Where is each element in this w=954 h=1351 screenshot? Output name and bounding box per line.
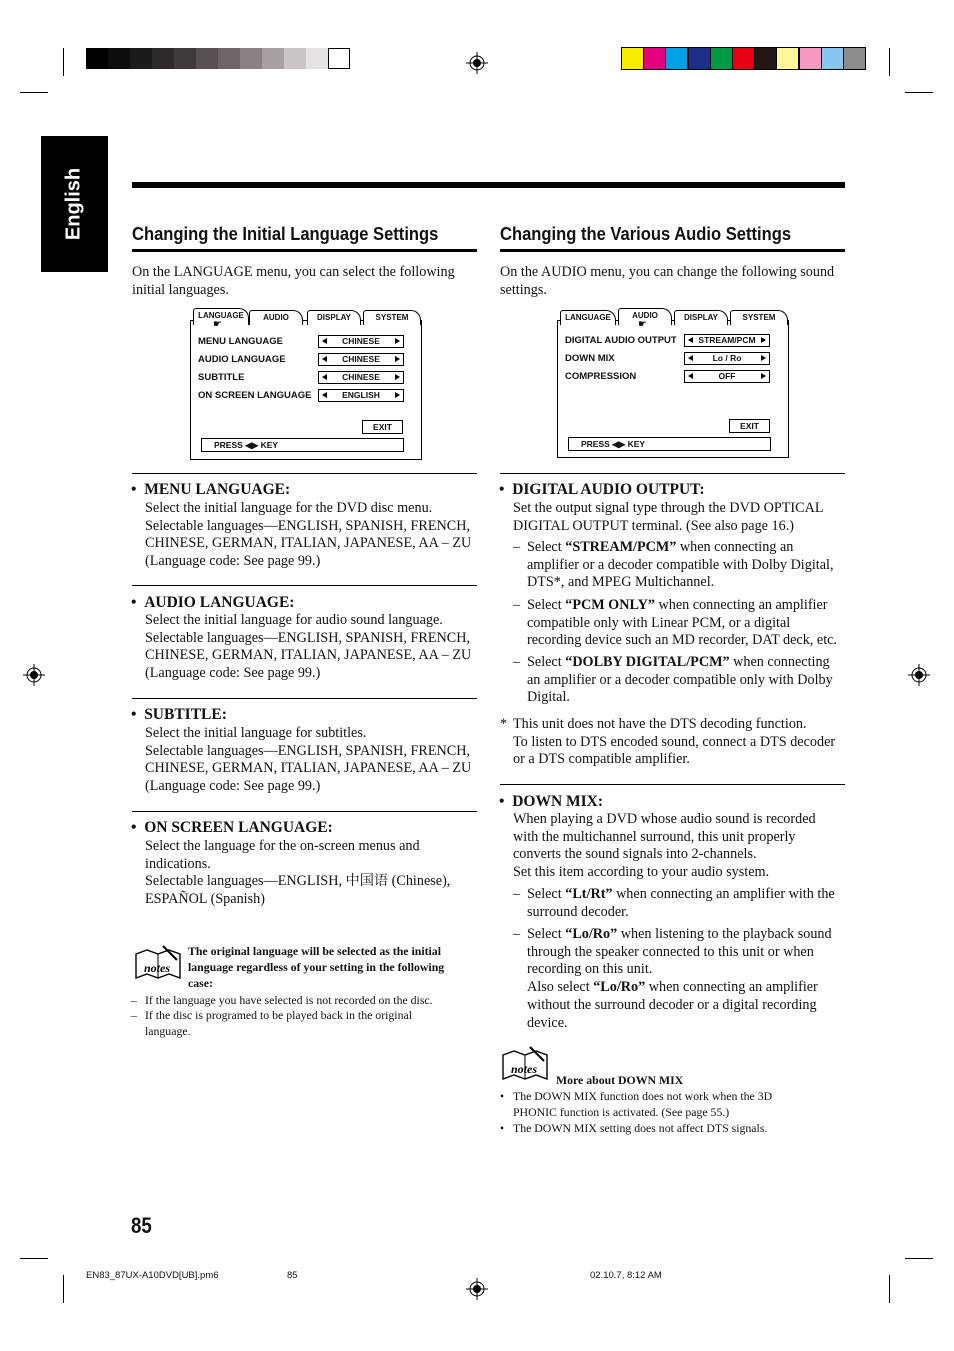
page-number: 85 <box>131 1213 152 1238</box>
crop-mark <box>905 92 933 93</box>
on-screen-language-selector[interactable]: ENGLISH <box>318 389 404 402</box>
audio-menu-screen <box>557 311 789 458</box>
down-mix-selector[interactable]: Lo / Ro <box>684 352 770 365</box>
menu-row-label: COMPRESSION <box>565 371 637 382</box>
menu-row-label: DOWN MIX <box>565 353 615 364</box>
color-swatch <box>622 48 643 69</box>
gray-swatch <box>284 48 306 69</box>
right-arrow-icon[interactable] <box>395 356 400 362</box>
compression-selector[interactable]: OFF <box>684 370 770 383</box>
gray-swatch <box>328 48 350 69</box>
gray-swatch <box>174 48 196 69</box>
menu-row-label: AUDIO LANGUAGE <box>198 354 286 365</box>
dao-option: – Select “DOLBY DIGITAL/PCM” when connecting an amplifier or a decoder compatible only with Dolby Digital. <box>513 654 833 706</box>
color-swatch <box>733 48 754 69</box>
left-arrow-icon[interactable] <box>688 373 693 379</box>
crop-mark <box>20 1258 48 1259</box>
crop-mark <box>905 1258 933 1259</box>
color-swatch <box>666 48 687 69</box>
language-menu-screen <box>190 311 422 460</box>
registration-mark-icon <box>466 1278 488 1300</box>
right-notes-item: • The DOWN MIX setting does not affect DTS signals. <box>500 1121 768 1135</box>
left-arrow-icon[interactable] <box>688 337 693 343</box>
menu-language-text: Select the initial language for the DVD disc menu. Selectable languages—ENGLISH, SPANISH, FRENCH, CHINESE, GERMAN, ITALIAN, JAPANESE, AA – ZU (Language code: See page 99.) <box>145 500 472 569</box>
footer-date: 02.10.7, 8:12 AM <box>590 1270 662 1281</box>
left-intro: On the LANGUAGE menu, you can select the following initial languages. <box>132 264 455 298</box>
tab-system[interactable]: SYSTEM <box>730 310 788 325</box>
color-swatch <box>711 48 732 69</box>
gray-swatch <box>152 48 174 69</box>
left-arrow-icon[interactable] <box>322 338 327 344</box>
audio-language-text: Select the initial language for audio sound language. Selectable languages—ENGLISH, SPANISH, FRENCH, CHINESE, GERMAN, ITALIAN, JAPANESE, AA – ZU (Language code: See page 99.) <box>145 612 472 681</box>
right-notes-item: • The DOWN MIX function does not work when the 3D PHONIC function is activated. (See page 55.) <box>500 1089 773 1119</box>
tab-audio[interactable]: AUDIO <box>618 308 672 325</box>
crop-mark <box>889 48 890 76</box>
menu-row-label: SUBTITLE <box>198 372 245 383</box>
tab-system[interactable]: SYSTEM <box>363 310 421 325</box>
right-arrow-icon[interactable] <box>761 373 766 379</box>
notes-icon <box>500 1045 550 1083</box>
menu-row-label: ON SCREEN LANGUAGE <box>198 390 312 401</box>
press-key-bar: PRESS ◀▶ KEY <box>568 437 771 451</box>
left-notes-text: The original language will be selected as the initial language regardless of your setting in the following case: <box>188 944 445 990</box>
down-mix-text: When playing a DVD whose audio sound is recorded with the multichannel surround, this unit properly converts the sound signals into 2-channels. Set this item according to your audio system. <box>513 811 816 880</box>
tab-display[interactable]: DISPLAY <box>674 310 728 325</box>
color-swatch <box>844 48 865 69</box>
dao-option: – Select “PCM ONLY” when connecting an amplifier compatible only with Linear PCM, or a digital recording device such an MD recorder, DAT deck, etc. <box>513 597 837 649</box>
dao-option: – Select “STREAM/PCM” when connecting an amplifier or a decoder compatible with Dolby Digital, DTS*, and MPEG Multichannel. <box>513 539 834 591</box>
down-mix-option: – Select “Lt/Rt” when connecting an amplifier with the surround decoder. <box>513 886 835 920</box>
color-swatch <box>777 48 798 69</box>
color-swatch <box>822 48 843 69</box>
divider <box>500 473 845 474</box>
right-arrow-icon[interactable] <box>395 338 400 344</box>
color-swatch <box>800 48 821 69</box>
press-key-bar: PRESS ◀▶ KEY <box>201 438 404 452</box>
right-arrow-icon[interactable] <box>395 374 400 380</box>
menu-row-label: DIGITAL AUDIO OUTPUT <box>565 335 677 346</box>
pointer-cursor-icon: ☛ <box>213 319 222 330</box>
on-screen-language-title: • ON SCREEN LANGUAGE: <box>131 819 333 836</box>
audio-language-selector[interactable]: CHINESE <box>318 353 404 366</box>
side-tab-label: English <box>62 167 85 241</box>
digital-audio-output-selector[interactable]: STREAM/PCM <box>684 334 770 347</box>
right-arrow-icon[interactable] <box>761 337 766 343</box>
menu-row-label: MENU LANGUAGE <box>198 336 283 347</box>
tab-display[interactable]: DISPLAY <box>307 310 361 325</box>
svg-text:notes: notes <box>510 1062 538 1076</box>
down-mix-title: • DOWN MIX: <box>499 793 604 810</box>
left-arrow-icon[interactable] <box>322 374 327 380</box>
crop-mark <box>63 48 64 76</box>
menu-language-selector[interactable]: CHINESE <box>318 335 404 348</box>
gray-swatch <box>218 48 240 69</box>
gray-swatch <box>240 48 262 69</box>
left-heading-rule <box>132 249 477 252</box>
menu-language-title: • MENU LANGUAGE: <box>131 481 291 498</box>
subtitle-selector[interactable]: CHINESE <box>318 371 404 384</box>
footer-file: EN83_87UX-A10DVD[UB].pm6 <box>86 1270 219 1281</box>
color-swatch <box>644 48 665 69</box>
language-side-tab <box>41 136 108 272</box>
left-notes-item: – If the language you have selected is not recorded on the disc. <box>131 993 433 1007</box>
on-screen-language-text: Select the language for the on-screen menus and indications. Selectable languages—ENGLISH, 中国语 (Chinese), ESPAÑOL (Spanish) <box>145 838 451 907</box>
left-heading: Changing the Initial Language Settings <box>132 224 439 244</box>
dts-footnote: * This unit does not have the DTS decoding function. To listen to DTS encoded sound, connect a DTS decoder or a DTS compatible amplifier. <box>500 716 836 768</box>
tab-language[interactable]: LANGUAGE <box>193 308 249 325</box>
left-notes-item: – If the disc is programed to be played back in the original language. <box>131 1008 412 1038</box>
notes-icon <box>133 944 183 982</box>
right-intro: On the AUDIO menu, you can change the following sound settings. <box>500 264 835 298</box>
registration-mark-icon <box>908 664 930 686</box>
svg-text:notes: notes <box>143 961 171 975</box>
gray-swatch <box>130 48 152 69</box>
right-arrow-icon[interactable] <box>761 355 766 361</box>
gray-swatch <box>196 48 218 69</box>
down-mix-option: – Select “Lo/Ro” when listening to the playback sound through the speaker connected to this unit or when recording on this unit. Also select “Lo/Ro” when connecting an amplifier without the surround decoder or a digital recording device. <box>513 926 832 1031</box>
subtitle-text: Select the initial language for subtitles. Selectable languages—ENGLISH, SPANISH, FRENCH, CHINESE, GERMAN, ITALIAN, JAPANESE, AA – ZU (Language code: See page 99.) <box>145 725 472 794</box>
left-arrow-icon[interactable] <box>688 355 693 361</box>
subtitle-title: • SUBTITLE: <box>131 706 227 723</box>
divider <box>132 585 477 586</box>
gray-swatch <box>306 48 328 69</box>
gray-swatch <box>86 48 108 69</box>
right-heading-rule <box>500 249 845 252</box>
exit-button[interactable]: EXIT <box>362 420 403 434</box>
gray-swatch <box>108 48 130 69</box>
audio-language-title: • AUDIO LANGUAGE: <box>131 594 295 611</box>
tab-audio[interactable]: AUDIO <box>249 310 303 325</box>
right-heading: Changing the Various Audio Settings <box>500 224 792 244</box>
color-swatch <box>689 48 710 69</box>
left-arrow-icon[interactable] <box>322 392 327 398</box>
left-arrow-icon[interactable] <box>322 356 327 362</box>
divider <box>500 784 845 785</box>
crop-mark <box>63 1275 64 1303</box>
tab-language[interactable]: LANGUAGE <box>560 310 616 325</box>
footer-page: 85 <box>287 1270 298 1281</box>
digital-audio-output-title: • DIGITAL AUDIO OUTPUT: <box>499 481 705 498</box>
right-notes-title: More about DOWN MIX <box>556 1073 684 1087</box>
divider <box>132 473 477 474</box>
right-arrow-icon[interactable] <box>395 392 400 398</box>
registration-mark-icon <box>23 664 45 686</box>
exit-button[interactable]: EXIT <box>729 419 770 433</box>
divider <box>132 811 477 812</box>
registration-mark-icon <box>466 52 488 74</box>
crop-mark <box>20 92 48 93</box>
color-swatch <box>755 48 776 69</box>
crop-mark <box>889 1275 890 1303</box>
gray-swatch <box>262 48 284 69</box>
header-rule <box>132 182 845 188</box>
divider <box>132 698 477 699</box>
digital-audio-output-text: Set the output signal type through the DVD OPTICAL DIGITAL OUTPUT terminal. (See also page 16.) <box>513 500 824 534</box>
pointer-cursor-icon: ☛ <box>638 319 647 330</box>
